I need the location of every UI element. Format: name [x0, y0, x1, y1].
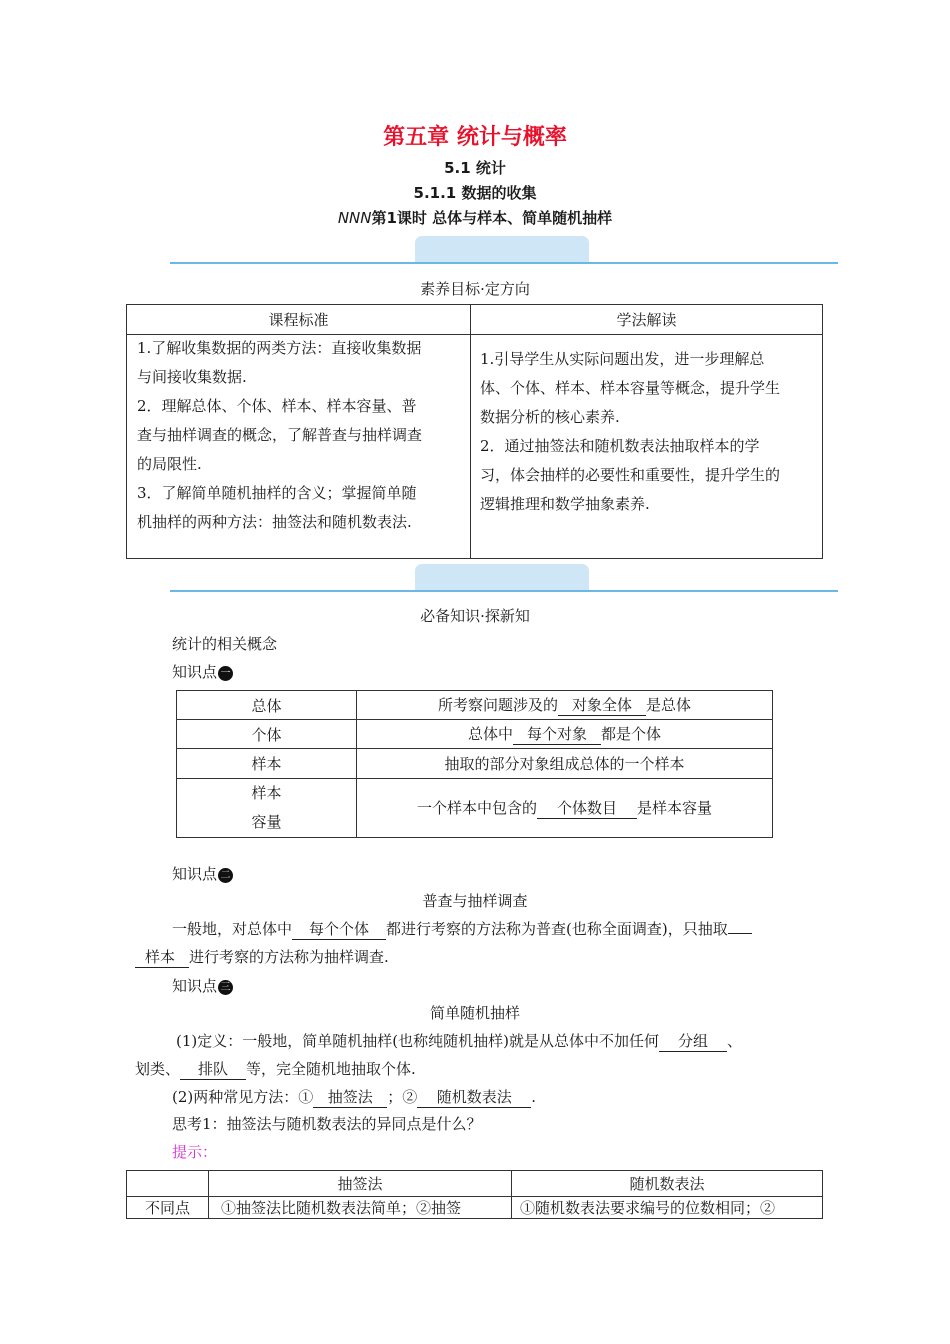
banner-line-knowledge — [170, 590, 838, 592]
table-row — [177, 749, 773, 779]
fill-blank: 样本 — [135, 947, 189, 968]
goals-heading: 素养目标·定方向 — [420, 280, 530, 298]
concept-term: 总体 — [177, 691, 357, 720]
definition-text: 是总体 — [646, 696, 692, 714]
kp-number-badge: 二 — [218, 868, 233, 883]
compare-row-label: 不同点 — [127, 1197, 209, 1219]
banner-tab-knowledge — [415, 564, 589, 590]
compare-cell-2: ①随机数表法要求编号的位数相同；② — [512, 1197, 823, 1219]
goals-table — [126, 304, 823, 559]
goals-col1-line: 查与抽样调查的概念，了解普查与抽样调查 — [137, 426, 423, 444]
goals-col2-line: 1.引导学生从实际问题出发，进一步理解总 — [480, 350, 765, 368]
kp-label: 知识点 — [172, 865, 218, 883]
concept-term: 样本 — [177, 749, 357, 779]
goals-col1-line: 2．理解总体、个体、样本、样本容量、普 — [137, 397, 417, 415]
kp-number-badge: 一 — [218, 666, 233, 681]
definition-text: 是样本容量 — [637, 799, 713, 817]
fill-blank: 排队 — [180, 1059, 246, 1080]
goals-col2-line: 数据分析的核心素养. — [480, 408, 620, 426]
section-title: 5.1 统计 — [444, 159, 506, 177]
goals-col2-line: 体、个体、样本、样本容量等概念，提升学生 — [480, 379, 781, 397]
fill-blank: 分组 — [659, 1031, 727, 1052]
paragraph-text: 进行考察的方法称为抽样调查. — [189, 948, 389, 966]
definition-text: 总体中 — [467, 725, 513, 743]
hint-label: 提示： — [172, 1143, 218, 1161]
concept-term — [177, 779, 357, 838]
fill-blank: 随机数表法 — [417, 1087, 531, 1108]
kp2-title: 普查与抽样调查 — [422, 892, 528, 910]
kp2-paragraph-line1 — [172, 915, 752, 944]
compare-cell-1: ①抽签法比随机数表法简单；②抽签 — [209, 1197, 512, 1219]
goals-col1-line: 与间接收集数据. — [137, 368, 247, 386]
kp2-paragraph-line2 — [135, 943, 389, 972]
kp3-title: 简单随机抽样 — [429, 1004, 520, 1022]
definition-line1 — [176, 1027, 742, 1056]
knowledge-point-3 — [172, 972, 233, 1001]
kp-label: 知识点 — [172, 977, 218, 995]
goals-col1-line: 机抽样的两种方法：抽签法和随机数表法. — [137, 513, 412, 531]
knowledge-point-2 — [172, 860, 233, 889]
fill-blank: 每个对象 — [513, 724, 601, 745]
table-row — [177, 720, 773, 749]
goals-col1-line: 3．了解简单随机抽样的含义；掌握简单随 — [137, 484, 417, 502]
goals-col2-cell — [471, 335, 823, 559]
compare-corner — [127, 1171, 209, 1197]
chapter-title: 第五章 统计与概率 — [383, 125, 567, 150]
concept-definition: 抽取的部分对象组成总体的一个样本 — [357, 749, 773, 779]
paragraph-text: . — [531, 1088, 537, 1106]
paragraph-text: 等，完全随机地抽取个体. — [246, 1060, 416, 1078]
compare-header-1: 抽签法 — [209, 1171, 512, 1197]
paragraph-text: (2)两种常见方法：① — [172, 1088, 314, 1106]
fill-blank: 对象全体 — [558, 695, 646, 716]
concept-term: 个体 — [177, 720, 357, 749]
definition-text: 所考察问题涉及的 — [437, 696, 558, 714]
methods-line — [172, 1083, 536, 1112]
goals-col1-cell — [127, 335, 471, 559]
compare-table — [126, 1170, 823, 1219]
concept-definition — [357, 691, 773, 720]
goals-col2-line: 习，体会抽样的必要性和重要性，提升学生的 — [480, 466, 781, 484]
knowledge-point-1 — [172, 658, 233, 687]
table-row — [127, 1197, 823, 1219]
lesson-text: 第1课时 总体与样本、简单随机抽样 — [371, 209, 613, 227]
compare-header-2: 随机数表法 — [512, 1171, 823, 1197]
goals-col2-line: 2．通过抽签法和随机数表法抽取样本的学 — [480, 437, 760, 455]
goals-col1-line: 1.了解收集数据的两类方法：直接收集数据 — [137, 339, 422, 357]
definition-text: 一个样本中包含的 — [416, 799, 537, 817]
concept-definition — [357, 720, 773, 749]
kp-label: 知识点 — [172, 663, 218, 681]
term-line: 容量 — [251, 813, 282, 831]
fill-blank: 抽签法 — [313, 1087, 387, 1108]
goals-col1-header: 课程标准 — [127, 305, 471, 335]
concept-definition — [357, 779, 773, 838]
goals-col2-header: 学法解读 — [471, 305, 823, 335]
concepts-table — [176, 690, 773, 838]
paragraph-text: 都进行考察的方法称为普查(也称全面调查)，只抽取 — [386, 920, 728, 938]
definition-line2 — [135, 1055, 416, 1084]
fill-blank-start — [728, 933, 752, 934]
lesson-prefix: NNN — [337, 209, 372, 227]
goals-col2-line: 逻辑推理和数学抽象素养. — [480, 495, 650, 513]
banner-line-goals — [170, 262, 838, 264]
goals-col1-line: 的局限性. — [137, 455, 202, 473]
paragraph-text: ；② — [387, 1088, 418, 1106]
fill-blank: 个体数目 — [537, 798, 637, 819]
topic-title: 统计的相关概念 — [172, 635, 278, 653]
paragraph-text: (1)定义：一般地，简单随机抽样(也称纯随机抽样)就是从总体中不加任何 — [176, 1032, 659, 1050]
paragraph-text: 一般地，对总体中 — [172, 920, 293, 938]
lesson-title — [0, 207, 950, 228]
subsection-title: 5.1.1 数据的收集 — [413, 184, 537, 202]
paragraph-text: 划类、 — [135, 1060, 181, 1078]
banner-tab-goals — [415, 236, 589, 262]
definition-text: 都是个体 — [601, 725, 662, 743]
table-row — [127, 1171, 823, 1197]
fill-blank: 每个个体 — [292, 919, 386, 940]
term-line: 样本 — [251, 784, 282, 802]
think-question: 思考1：抽签法与随机数表法的异同点是什么？ — [172, 1115, 482, 1133]
knowledge-heading: 必备知识·探新知 — [420, 607, 530, 625]
table-row — [177, 779, 773, 838]
table-row — [177, 691, 773, 720]
kp-number-badge: 三 — [218, 980, 233, 995]
paragraph-text: 、 — [726, 1032, 742, 1050]
